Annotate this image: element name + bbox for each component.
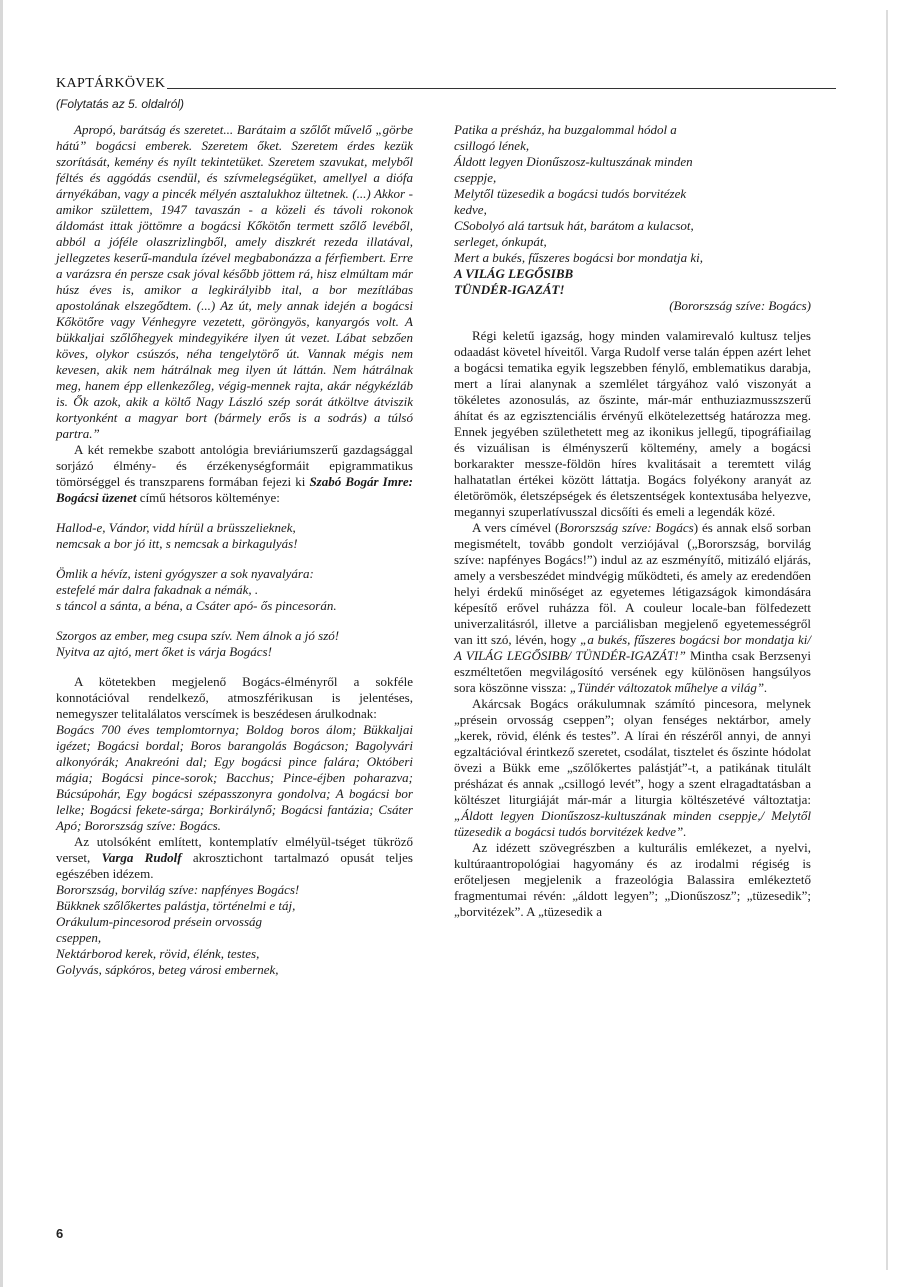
- acrostic-line: cseppen,: [56, 930, 102, 945]
- text-run: ) és annak első sorban megismételt, tovább gondolt verziójával („Bororszság, borvilág szíve: napfényes Bogács!”) indul az az eszményítő, mitizáló eljárás, amely a versbeszédet mindvégig működteti, és amely az eredendően helyi érdekű minőséget az egyetemes létigazságok kimondására képesítő erővel ruházza föl. A couleur locale-ban fölfedezett univerzalitásról, illetve a parciálisban megjelenő egyetemességről van itt szó, lévén, hogy: [454, 520, 811, 647]
- poem-line: Hallod-e, Vándor, vidd hírül a brüsszelieknek,: [56, 520, 296, 535]
- page-number: 6: [56, 1226, 64, 1241]
- acrostic-line: Patika a présház, ha buzgalommal hódol a: [454, 122, 677, 137]
- left-column: [56, 122, 413, 978]
- acrostic-line: Orákulum-pincesorod présein orvosság: [56, 914, 263, 929]
- intro-text: A két remekbe szabott antológia breviáriumszerű gazdagsággal sorjázó élmény- és érzékenységformáit epigrammatikus tömörséggel és transzparens formában fejezi ki: [56, 442, 413, 489]
- poem-stanza: [56, 520, 413, 552]
- acrostic-intro-end: akrosztichont tartalmazó opusát teljes egészében idézem.: [56, 850, 413, 881]
- poem-line: Nyitva az ajtó, mert őket is várja Bogács!: [56, 644, 272, 659]
- text-run-italic: „Tündér változatok műhelye a világ”.: [569, 680, 768, 695]
- acrostic-intro-text: Az utolsóként említett, kontemplatív elmélyül-tséget tükröző verset,: [56, 834, 413, 865]
- acrostic-line: kedve,: [454, 202, 487, 217]
- text-run: A vers címével (: [472, 520, 560, 535]
- right-column: [454, 122, 811, 920]
- body-paragraph: [454, 520, 811, 696]
- body-paragraph: [454, 696, 811, 840]
- acrostic-poem-continued: [454, 122, 811, 298]
- acrostic-line: Golyvás, sápkóros, beteg városi embernek,: [56, 962, 279, 977]
- poem-line: estefelé már dalra fakadnak a némák, .: [56, 582, 259, 597]
- body-paragraph: Régi keletű igazság, hogy minden valamirevaló kultusz teljes odaadást követel híveitől. Varga Rudolf verse talán éppen azért lehet a bogácsi tematika egyik legszebben fénylő, emblematikus darabja, mert a lírai alanynak a szemlélet tárgyához való viszonyát a tökéletes azonosulás, az őszinte, már-már enthuziazmusszszerű áhítat és az egzisztenciális érvényű elkötelezettség határozza meg. Ennek jegyében születhetett meg az ikonikus jellegű, tipográfiailag és vizuálisan is élményszerű költemény, amely a bogácsi borkarakter messze-földön híres kvalitásait a teremtett világ halhatatlan értékei között láttatja. Bogács folyékony aranyát az életörömök, életszépségek és életszentségek kontextusába helyezve, megannyi szuperlatívusszal dicsőíti és emeli a legendák közé.: [454, 328, 811, 519]
- scan-edge-left: [0, 0, 3, 1287]
- continued-note: (Folytatás az 5. oldalról): [56, 97, 185, 111]
- quote-paragraph: Apropó, barátság és szeretet... Barátaim a szőlőt művelő „görbe hátú” bogácsi emberek. Szeretem őket. Szeretem érdes kezük szorítását, kemény és nyílt tekintetüket. Szeretem szavukat, melyből féltés és aggódás csendül, és szívmelegségüket, amellyel a diófa árnyékában, vagy a pincék mélyén asztalukhoz ültetnek. (...) Akkor - amikor születtem, 1947 tavaszán - a közeli és távoli rokonok áldomást ittak jöttömre a bogácsi Kőkötőn termett szőlő levéből, abból a jóféle olaszrizlingből, amely diszkrét rezeda illatával, jellegzetes keserű-mandula ízével megbabonázza a férfiembert. Erre a varázsra én persze csak jóval később jöttem rá, hisz elmúltam már húsz éves is, amikor a legkirályibb ital, a bor mezítlábas apostolának elszegődtem. (...) Az út, mely annak idején a bogácsi Kőkötőre vagy Vénhegyre vezetett, göröngyös, kanyargós volt. A bükkaljai szőlőhegyek mindegyikére ilyen út vezet. Lábat sebzően köves, olykor csúszós, néha tengelytörő út. Vannak mégis nem kevesen, akik nem hátrálnak meg ilyen út láttán. Nem hátrálnak meg, hanem épp ellenkezőleg, végig-mennek rajta, akár négykézláb is. Ők azok, akik a költő Nagy László szép sorát átköltve átviszik kortyonként a magyar bort (bármely erős is a sodrás) a túlsó partra.”: [56, 122, 413, 441]
- acrostic-line: serleget, ónkupát,: [454, 234, 547, 249]
- poem-author-title: Szabó Bogár Imre: Bogácsi üzenet: [56, 474, 413, 505]
- intro-text-end: című hétsoros költeménye:: [136, 490, 280, 505]
- text-run-italic: „Áldott legyen Dionűszosz-kultuszának minden cseppje,/ Melytől tüzesedik a bogácsi tudós borvitézek kedve”.: [454, 808, 811, 839]
- text-run-italic: „a bukés, fűszeres bogácsi bor mondatja ki/ A VILÁG LEGŐSIBB/ TÜNDÉR-IGAZÁT!”: [454, 632, 811, 663]
- text-run: Mintha csak Berzsenyi eszméltetően megvilágosító versének egy különösen hangsúlyos sora köszönne vissza:: [454, 648, 812, 695]
- section-title: KAPTÁRKÖVEK: [56, 76, 166, 91]
- acrostic-line: Melytől tüzesedik a bogácsi tudós borvitézek: [454, 186, 687, 201]
- acrostic-author: Varga Rudolf: [101, 850, 182, 865]
- acrostic-line: Bororszság, borvilág szíve: napfényes Bogács!: [56, 882, 300, 897]
- page-header: [56, 76, 836, 92]
- poem-stanza: [56, 628, 413, 660]
- acrostic-line: Áldott legyen Dionűszosz-kultuszának minden: [454, 154, 693, 169]
- acrostic-line: CSobolyó alá tartsuk hát, barátom a kulacsot,: [454, 218, 694, 233]
- text-run-italic: Bororszság szíve: Bogács: [559, 520, 694, 535]
- scan-edge-right: [886, 10, 888, 1270]
- poem-line: Ömlik a hévíz, isteni gyógyszer a sok nyavalyára:: [56, 566, 314, 581]
- acrostic-line: cseppje,: [454, 170, 497, 185]
- acrostic-line: Bükknek szőlőkertes palástja, történelmi e táj,: [56, 898, 296, 913]
- titles-list: Bogács 700 éves templomtornya; Boldog boros álom; Bükkaljai igézet; Bogácsi bordal; Boros barangolás Bogácson; Bagolyvári alkonyórák; Anakreóni dal; Egy bogácsi pince falára; Októberi mágia; Bogácsi pince-sorok; Bacchus; Pince-éjben poharazva; Búcsúpohár, Egy bogácsi szépasszonyra gondolva; A bogácsi bor lelke; Bogácsi fekete-sárga; Borkirálynő; Bogácsi fantázia; Csáter Apó; Bororszság szíve: Bogács.: [56, 722, 413, 833]
- poem-line: s táncol a sánta, a béna, a Csáter apó- ős pincesorán.: [56, 598, 337, 613]
- acrostic-bold-line: TÜNDÉR-IGAZÁT!: [454, 282, 565, 297]
- acrostic-line: csillogó lének,: [454, 138, 530, 153]
- acrostic-intro: [56, 834, 413, 882]
- poem-line: Szorgos az ember, meg csupa szív. Nem álnok a jó szó!: [56, 628, 340, 643]
- titles-intro: A kötetekben megjelenő Bogács-élményről a sokféle konnotációval rendelkező, atmoszférikusan is jelentéses, nemegyszer telitalálatos verscímek is beszédesen árulkodnak:: [56, 674, 413, 721]
- poem-stanza: [56, 566, 413, 614]
- poem-line: nemcsak a bor jó itt, s nemcsak a birkagulyás!: [56, 536, 298, 551]
- header-rule: [56, 88, 836, 89]
- body-paragraph: Az idézett szövegrészben a kulturális emlékezet, a nyelvi, kultúraantropológiai hagyomány és az irodalmi régiség is erőteljesen megjelenik a frazeológia Balassira emlékeztető fragmentumai révén: „áldott legyen”; „Dionűszosz”; „tüzesedik”; „borvitézek”. A „tüzesedik a: [454, 840, 811, 919]
- text-run: Akárcsak Bogács orákulumnak számító pincesora, melynek „présein orvosság cseppen”; olyan fenséges nektárbor, amely „kerek, rövid, élénk és testes”. A lírai én részéről annyi, de annyi egzaltációval érintkező szeretet, csodálat, tisztelet és őszinte hódolat övezi a Bükk eme „szőlőkertes palástját”-t, a patikának titulált présházat és annak „csillogó levét”, hogy a szent elragadtatásban a költészet liturgiáját már-már a liturgia költészetévé változtatja:: [454, 696, 811, 807]
- intro-paragraph: [56, 442, 413, 506]
- poem-attribution: (Bororszság szíve: Bogács): [669, 298, 811, 313]
- acrostic-line: Nektárborod kerek, rövid, élénk, testes,: [56, 946, 260, 961]
- acrostic-line: Mert a bukés, fűszeres bogácsi bor mondatja ki,: [454, 250, 704, 265]
- acrostic-bold-line: A VILÁG LEGŐSIBB: [454, 266, 574, 281]
- acrostic-poem: [56, 882, 413, 978]
